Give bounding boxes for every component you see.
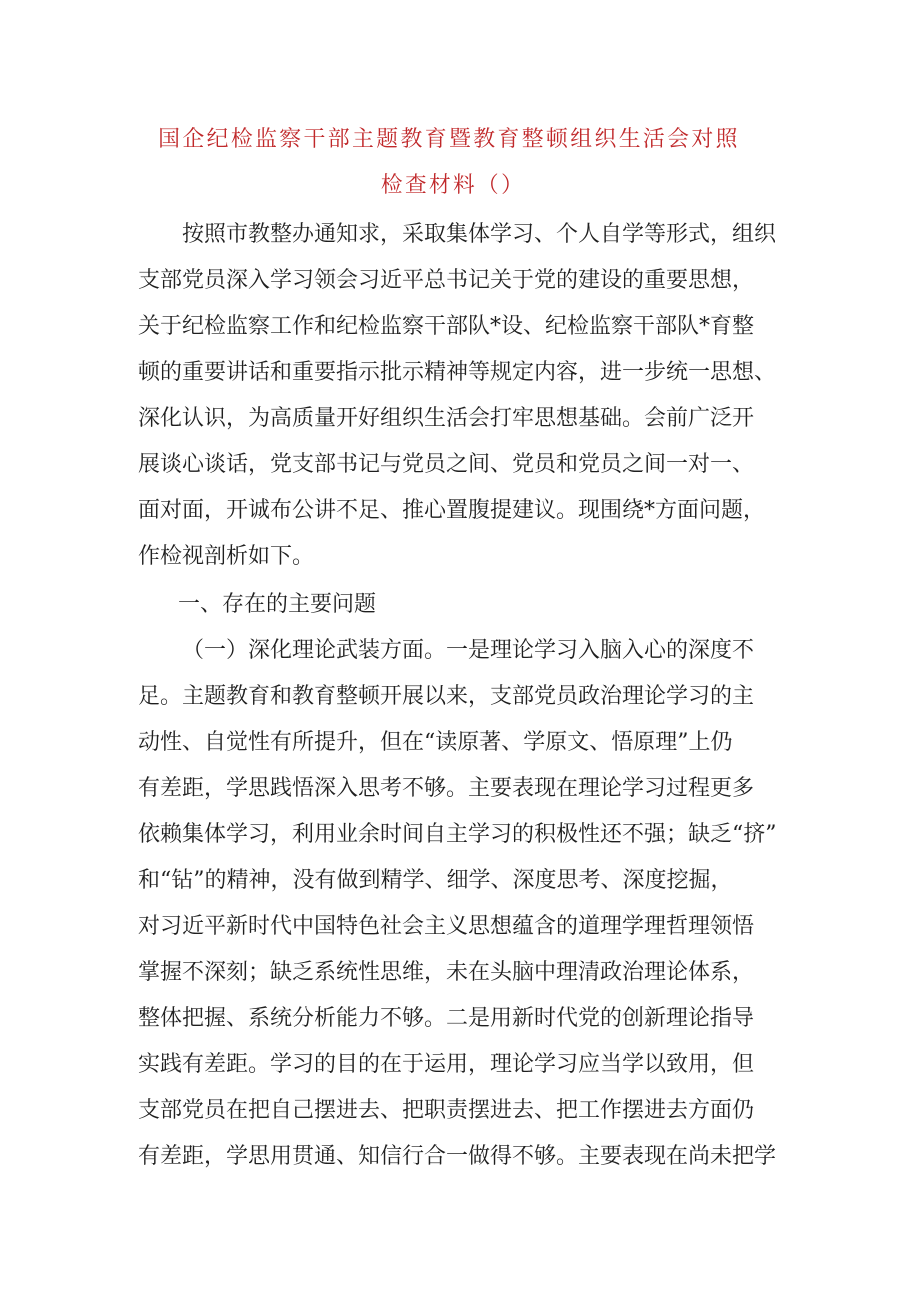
- body-line: 作检视剖析如下。: [138, 544, 315, 569]
- body-line: 和“钻”的精神，没有做到精学、细学、深度思考、深度挖掘，: [138, 868, 733, 893]
- body-line: 依赖集体学习，利用业余时间自主学习的积极性还不强；缺乏“挤”: [138, 822, 777, 847]
- body-line: 有差距，学思践悟深入思考不够。主要表现在理论学习过程更多: [138, 776, 755, 801]
- body-line: 面对面，开诚布公讲不足、推心置腹提建议。现围绕*方面问题，: [138, 498, 766, 523]
- body-line: 掌握不深刻；缺乏系统性思维，未在头脑中理清政治理论体系，: [138, 960, 755, 985]
- body-line: 关于纪检监察工作和纪检监察干部队*设、纪检监察干部队*育整: [138, 314, 755, 339]
- body-line: 对习近平新时代中国特色社会主义思想蕴含的道理学理哲理领悟: [138, 914, 755, 939]
- body-line: （一）深化理论武装方面。一是理论学习入脑入心的深度不: [182, 638, 755, 663]
- body-line: 有差距，学思用贯通、知信行合一做得不够。主要表现在尚未把学: [138, 1144, 777, 1169]
- document-title-line-2: 检查材料（）: [380, 173, 526, 198]
- body-line: 实践有差距。学习的目的在于运用，理论学习应当学以致用，但: [138, 1052, 755, 1077]
- body-line: 动性、自觉性有所提升，但在“读原著、学原文、悟原理”上仍: [138, 730, 733, 755]
- body-line: 足。主题教育和教育整顿开展以来，支部党员政治理论学习的主: [138, 684, 755, 709]
- body-line: 支部党员在把自己摆进去、把职责摆进去、把工作摆进去方面仍: [138, 1098, 755, 1123]
- body-line: 整体把握、系统分析能力不够。二是用新时代党的创新理论指导: [138, 1006, 755, 1031]
- body-line: 深化认识，为高质量开好组织生活会打牢思想基础。会前广泛开: [138, 406, 755, 431]
- section-heading: 一、存在的主要问题: [178, 592, 377, 617]
- body-line: 按照市教整办通知求，采取集体学习、个人自学等形式，组织: [182, 222, 777, 247]
- body-line: 顿的重要讲话和重要指示批示精神等规定内容，进一步统一思想、: [138, 360, 777, 385]
- body-line: 支部党员深入学习领会习近平总书记关于党的建设的重要思想，: [138, 268, 755, 293]
- body-line: 展谈心谈话，党支部书记与党员之间、党员和党员之间一对一、: [138, 452, 755, 477]
- document-title-line-1: 国企纪检监察干部主题教育暨教育整顿组织生活会对照: [158, 127, 740, 152]
